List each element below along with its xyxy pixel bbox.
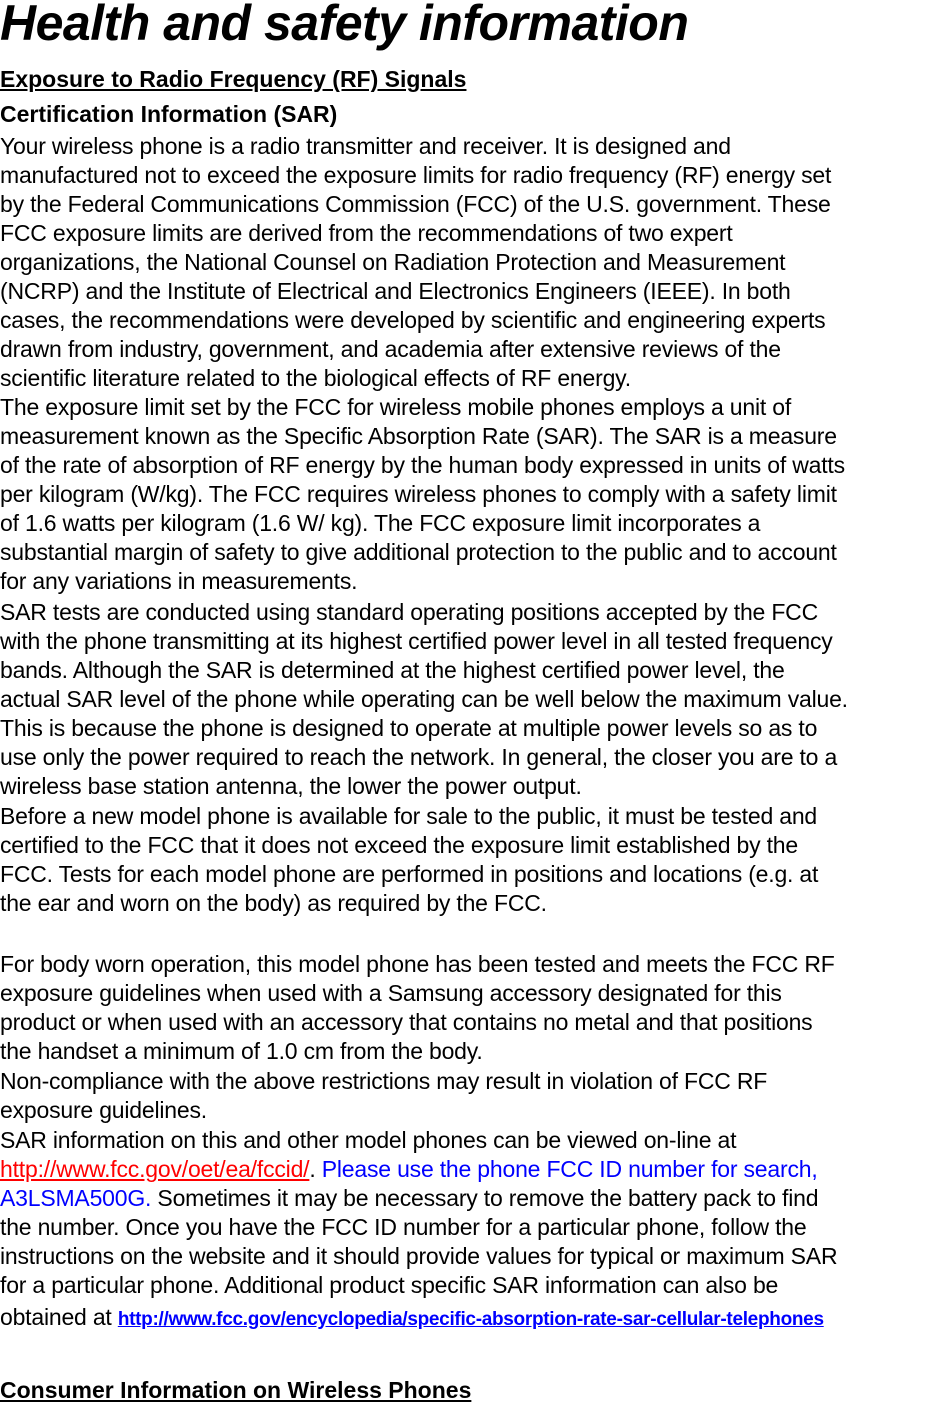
text-line: the number. Once you have the FCC ID number for a particular phone, follow the — [0, 1214, 807, 1240]
text-line: Your wireless phone is a radio transmitter and receiver. It is designed and — [0, 133, 731, 159]
text-line — [0, 1184, 938, 1213]
paragraph-body-worn — [0, 950, 938, 1066]
text-segment: Sometimes it may be necessary to remove the battery pack to find — [151, 1185, 819, 1211]
text-line: SAR tests are conducted using standard operating positions accepted by the FCC — [0, 599, 818, 625]
text-line: of the rate of absorption of RF energy by the human body expressed in units of watts — [0, 452, 845, 478]
section-heading-consumer-info: Consumer Information on Wireless Phones — [0, 1377, 472, 1403]
paragraph-non-compliance — [0, 1067, 938, 1125]
search-note: Please use the phone FCC ID number for search, — [315, 1156, 818, 1182]
sar-encyclopedia-link[interactable]: http://www.fcc.gov/encyclopedia/specific-absorption-rate-sar-cellular-telephones — [117, 1309, 824, 1330]
text-line: for a particular phone. Additional product specific SAR information can also be — [0, 1272, 779, 1298]
text-line: (NCRP) and the Institute of Electrical and Electronics Engineers (IEEE). In both — [0, 278, 791, 304]
text-line: For body worn operation, this model phone has been tested and meets the FCC RF — [0, 951, 835, 977]
text-line — [0, 1155, 938, 1184]
text-line: for any variations in measurements. — [0, 568, 358, 594]
text-line: actual SAR level of the phone while operating can be well below the maximum value. — [0, 686, 848, 712]
text-line: SAR information on this and other model phones can be viewed on-line at — [0, 1127, 737, 1153]
text-line: FCC exposure limits are derived from the recommendations of two expert — [0, 220, 733, 246]
text-line: Before a new model phone is available for sale to the public, it must be tested and — [0, 803, 818, 829]
text-line: cases, the recommendations were developed by scientific and engineering experts — [0, 307, 826, 333]
text-line: product or when used with an accessory that contains no metal and that positions — [0, 1009, 813, 1035]
text-line: with the phone transmitting at its highest certified power level in all tested frequency — [0, 628, 833, 654]
text-segment: obtained at — [0, 1304, 118, 1330]
fcc-id-value: A3LSMA500G. — [0, 1185, 152, 1211]
text-line: the handset a minimum of 1.0 cm from the body. — [0, 1038, 483, 1064]
text-line: wireless base station antenna, the lower the power output. — [0, 773, 582, 799]
text-line: This is because the phone is designed to operate at multiple power levels so as to — [0, 715, 818, 741]
text-line: The exposure limit set by the FCC for wireless mobile phones employs a unit of — [0, 394, 792, 420]
text-line: the ear and worn on the body) as required by the FCC. — [0, 890, 547, 916]
paragraph-sar-info — [0, 1126, 938, 1332]
subheading-sar-certification: Certification Information (SAR) — [0, 101, 338, 127]
text-line: measurement known as the Specific Absorption Rate (SAR). The SAR is a measure — [0, 423, 837, 449]
text-line: manufactured not to exceed the exposure limits for radio frequency (RF) energy set — [0, 162, 832, 188]
text-line: exposure guidelines when used with a Samsung accessory designated for this — [0, 980, 782, 1006]
text-line: of 1.6 watts per kilogram (1.6 W/ kg). The FCC exposure limit incorporates a — [0, 510, 761, 536]
paragraph-intro — [0, 132, 938, 393]
text-line — [0, 1303, 938, 1332]
text-period: . — [309, 1156, 316, 1182]
text-line: exposure guidelines. — [0, 1097, 207, 1123]
page-title: Health and safety information — [0, 0, 689, 51]
text-line: bands. Although the SAR is determined at the highest certified power level, the — [0, 657, 785, 683]
paragraph-sar-limit — [0, 393, 938, 596]
text-line: drawn from industry, government, and academia after extensive reviews of the — [0, 336, 781, 362]
paragraph-sar-tests — [0, 598, 938, 801]
text-line: organizations, the National Counsel on Radiation Protection and Measurement — [0, 249, 786, 275]
text-line: scientific literature related to the biological effects of RF energy. — [0, 365, 631, 391]
text-line: instructions on the website and it should provide values for typical or maximum SAR — [0, 1243, 838, 1269]
text-line: per kilogram (W/kg). The FCC requires wireless phones to comply with a safety limit — [0, 481, 837, 507]
text-line: Non-compliance with the above restrictions may result in violation of FCC RF — [0, 1068, 768, 1094]
text-line: FCC. Tests for each model phone are performed in positions and locations (e.g. at — [0, 861, 819, 887]
text-line: certified to the FCC that it does not exceed the exposure limit established by the — [0, 832, 798, 858]
paragraph-certification — [0, 802, 938, 918]
section-heading-rf-exposure: Exposure to Radio Frequency (RF) Signals — [0, 66, 467, 92]
text-line: by the Federal Communications Commission (FCC) of the U.S. government. These — [0, 191, 831, 217]
fcc-id-search-link[interactable]: http://www.fcc.gov/oet/ea/fccid/ — [0, 1156, 310, 1182]
text-line: substantial margin of safety to give additional protection to the public and to account — [0, 539, 837, 565]
text-line: use only the power required to reach the network. In general, the closer you are to a — [0, 744, 838, 770]
